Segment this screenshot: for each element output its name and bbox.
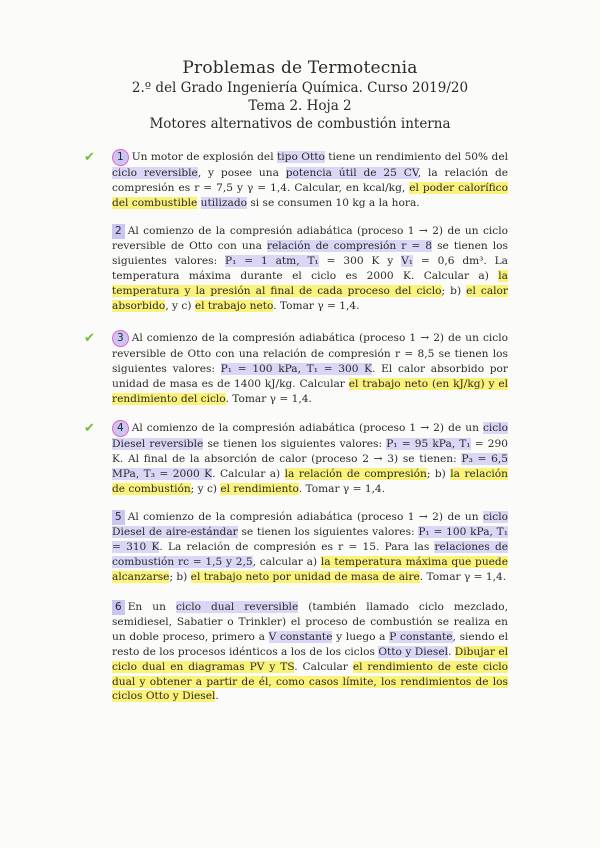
problem-text: . Calcular: [294, 660, 353, 673]
highlighted-text: la relación de compresión: [284, 467, 427, 480]
marked-text: relaciones de combustión rc = 1,5 y 2,5: [112, 540, 508, 568]
problem-4: [112, 420, 508, 497]
problem-text: . Calcular a): [212, 467, 285, 480]
marked-text: utilizado: [200, 196, 247, 209]
marked-text: ciclo dual reversible: [175, 601, 299, 613]
course-line: 2.º del Grado Ingeniería Química. Curso 2019/20: [131, 80, 469, 96]
highlighted-text: el rendimiento de este ciclo dual y obtener a partir de él, como casos límite, los rendimientos de los ciclos Otto y Diesel: [112, 660, 509, 703]
problem-text: = 300 K y: [318, 254, 402, 267]
problem-number: 4: [112, 420, 129, 437]
marked-text: P constante: [389, 630, 453, 643]
highlighted-text: la temperatura y la presión al final de cada proceso del ciclo: [112, 269, 508, 297]
check-mark-icon: ✔: [84, 331, 95, 346]
problem-text: . Tomar γ = 1,4.: [419, 570, 507, 583]
problem-text: y luego a: [332, 630, 390, 643]
problem-text: , la relación de compresión es r = 7,5 y γ = 1,4. Calcular, en kcal/kg,: [112, 166, 509, 194]
marked-text: P₁ = 1 atm, T₁: [225, 254, 319, 267]
highlighted-text: la temperatura máxima que puede alcanzarse: [112, 555, 508, 583]
problem-text: ; y c): [190, 482, 221, 495]
check-mark-icon: ✔: [84, 150, 95, 165]
problem-text: = 0,6 dm³. La temperatura máxima durante el ciclo es 2000 K. Calcular a): [112, 254, 508, 282]
highlighted-text: el trabajo neto (en kJ/kg) y el rendimiento del ciclo: [112, 377, 508, 405]
marked-text: P₁ = 100 kPa, T₁ = 310 K: [112, 525, 508, 553]
problem-text: Al comienzo de la compresión adiabática (proceso 1 → 2) de un ciclo reversible de Otto con una: [112, 225, 508, 252]
marked-text: ciclo Diesel de aire-estándar: [112, 511, 508, 538]
problem-text: Al comienzo de la compresión adiabática (proceso 1 → 2) de un: [131, 422, 483, 434]
problem-text: , calcular a): [252, 555, 321, 568]
problem-text: ; b): [426, 467, 451, 480]
marked-text: P₁ = 100 kPa, T₁ = 300 K: [220, 362, 373, 375]
highlighted-text: Dibujar el ciclo dual en diagramas PV y TS: [112, 645, 508, 673]
highlighted-text: el calor absorbido: [112, 284, 508, 312]
problem-text: . El calor absorbido por unidad de masa es de 1400 kJ/kg. Calcular: [112, 362, 508, 390]
problem-text: si se consumen 10 kg a la hora.: [246, 196, 420, 209]
marked-text: P₁ = 95 kPa, T₁: [386, 437, 471, 450]
problem-5: [112, 510, 508, 585]
problem-text: . Tomar γ = 1,4.: [225, 392, 312, 405]
highlighted-text: el rendimiento: [220, 482, 299, 495]
highlighted-text: el poder calorífico del combustible: [112, 181, 508, 209]
problem-text: se tienen los siguientes valores:: [112, 239, 508, 267]
highlighted-text: la relación de combustión: [112, 467, 509, 495]
problem-text: , siendo el resto de los procesos idénticos a los de los ciclos: [112, 630, 509, 658]
problem-6: [112, 600, 508, 704]
problem-text: (también llamado ciclo mezclado, semidiesel, Sabatier o Trinkler) el proceso de combustión se realiza en un doble proceso, primero a: [112, 601, 508, 643]
marked-text: P₃ = 6,5 MPa, T₃ = 2000 K: [112, 452, 508, 480]
problem-text: Al comienzo de la compresión adiabática (proceso 1 → 2) de un: [127, 511, 483, 523]
problem-text: .: [215, 690, 219, 703]
marked-text: V constante: [268, 630, 333, 643]
highlighted-text: el trabajo neto por unidad de masa de aire: [190, 570, 420, 583]
problem-text: .: [447, 645, 455, 658]
problem-3: [112, 330, 508, 407]
problem-number: 2: [112, 224, 125, 239]
marked-text: relación de compresión r = 8: [266, 239, 433, 252]
problem-text: , y c): [165, 299, 195, 312]
marked-text: ciclo reversible: [112, 166, 198, 179]
problem-text: . Tomar γ = 1,4.: [273, 299, 360, 312]
document-header: [0, 58, 600, 133]
problem-number: 1: [112, 149, 129, 166]
check-mark-icon: ✔: [84, 421, 95, 436]
problem-text: , y posee una: [197, 166, 286, 179]
problem-number: 3: [112, 330, 129, 347]
marked-text: Otto y Diesel: [378, 645, 448, 658]
problem-text: Un motor de explosión del: [131, 151, 278, 163]
problem-text: tiene un rendimiento del 50% del: [324, 151, 508, 163]
problem-number: 5: [112, 510, 125, 525]
problem-text: Al comienzo de la compresión adiabática (proceso 1 → 2) de un ciclo reversible de Otto con una relación de compresión r = 8,5 se tienen los siguientes valores:: [112, 332, 508, 375]
problem-text: . La relación de compresión es r = 15. Para las: [159, 540, 435, 553]
problem-text: En un: [127, 601, 176, 613]
marked-text: potencia útil de 25 CV: [285, 166, 418, 179]
marked-text: V₁: [401, 254, 414, 267]
problem-1: [112, 149, 508, 211]
problem-text: = 290 K. Al final de la absorción de calor (proceso 2 → 3) se tienen:: [112, 437, 508, 465]
problem-text: . Tomar γ = 1,4.: [298, 482, 386, 495]
highlighted-text: el trabajo neto: [194, 299, 274, 312]
problem-text: ; b): [169, 570, 191, 583]
marked-text: tipo Otto: [277, 151, 325, 163]
subject-line: Motores alternativos de combustión interna: [149, 116, 451, 132]
problem-text: ; b): [441, 284, 467, 297]
problem-text: se tienen los siguientes valores:: [203, 437, 387, 450]
problem-number: 6: [112, 600, 125, 615]
problem-text: se tienen los siguientes valores:: [237, 525, 419, 538]
topic-line: Tema 2. Hoja 2: [248, 98, 352, 114]
problem-2: [112, 224, 508, 313]
marked-text: ciclo Diesel reversible: [112, 422, 508, 450]
document-title: Problemas de Termotecnia: [182, 58, 418, 78]
